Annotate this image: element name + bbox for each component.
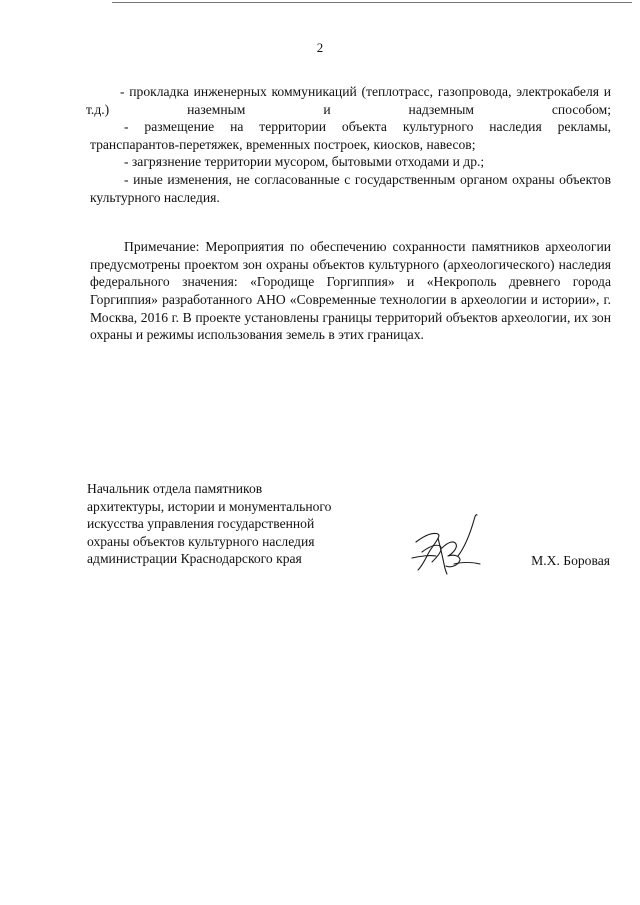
list-item-advertising: - размещение на территории объекта культурного наследия рекламы, транспарантов-перетяжек, временных построек, киосков, навесов; — [90, 119, 611, 152]
list-item-other-changes: - иные изменения, не согласованные с государственным органом охраны объектов культурного наследия. — [90, 171, 611, 205]
signer-name: М.Х. Боровая — [531, 553, 610, 568]
signatory-position-line: искусства управления государственной — [87, 516, 315, 532]
signatory-position — [87, 480, 331, 568]
signatory-position-line: Начальник отдела памятников — [87, 481, 263, 496]
note-paragraph: Примечание: Мероприятия по обеспечению сохранности памятников археологии предусмотрены проектом зон охраны объектов культурного (археологического) наследия федерального значения: «Городище Горгиппия» и «Некрополь древнего города Горгиппия» разработанного АНО «Современные технологии в археологии и истории», г. Москва, 2016 г. В проекте установлены границы территорий объектов археологии, их зон охраны и режимы использования земель в этих границах. — [90, 239, 611, 343]
list-item-pollution: - загрязнение территории мусором, бытовыми отходами и др.; — [124, 154, 485, 170]
document-body — [86, 83, 611, 344]
signatory-position-line: администрации Краснодарского края — [87, 551, 302, 567]
signatory-position-line: архитектуры, истории и монументального — [87, 498, 332, 514]
page-number: 2 — [316, 40, 324, 55]
list-item-engineering: - прокладка инженерных коммуникаций (теплотрасс, газопровода, электрокабеля и т.д.) наземным и надземным способом; — [86, 84, 611, 117]
top-rule — [112, 2, 632, 3]
handwritten-signature-icon — [402, 512, 482, 582]
signatory-position-line: охраны объектов культурного наследия — [87, 533, 315, 549]
